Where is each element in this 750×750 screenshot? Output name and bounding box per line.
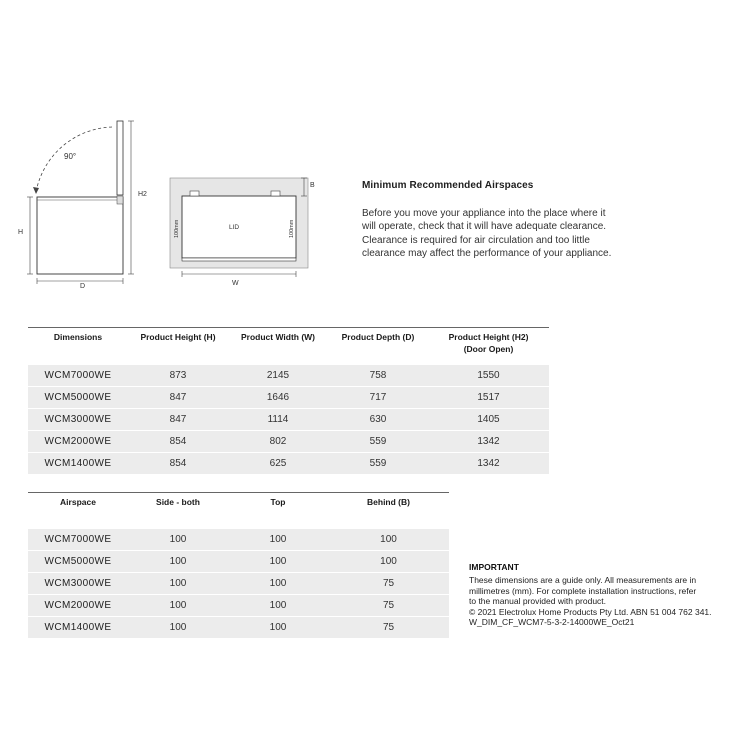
value-cell: 1342: [428, 453, 549, 475]
header-top: Top: [270, 497, 286, 507]
value-cell: 100: [228, 551, 328, 573]
depth-label: D: [80, 283, 86, 290]
airspace-body: Before you move your appliance into the place where it will operate, check that it will have adequate clearance. Clearance is required for air circulation and too little clearance may affect the performance of your appliance.: [362, 208, 612, 259]
value-cell: 1646: [228, 387, 328, 409]
value-cell: 559: [328, 431, 428, 453]
value-cell: 100: [128, 617, 228, 639]
table-row: [28, 529, 449, 551]
open-door-panel: [117, 121, 123, 195]
header-h2-line1: Product Height (H2): [448, 332, 529, 342]
side-left-label: 100mm: [174, 219, 180, 238]
header-h2-line2: (Door Open): [463, 344, 514, 354]
model-cell: WCM7000WE: [28, 529, 128, 551]
height2-label: H2: [138, 191, 147, 198]
value-cell: 802: [228, 431, 328, 453]
lid-label: LID: [229, 224, 240, 231]
value-cell: 1342: [428, 431, 549, 453]
header-airspace: Airspace: [60, 497, 96, 507]
dimensions-header-rule: [28, 327, 549, 328]
model-cell: WCM3000WE: [28, 573, 128, 595]
airspace-title: Minimum Recommended Airspaces: [362, 180, 534, 191]
model-cell: WCM1400WE: [28, 617, 128, 639]
table-row: [28, 453, 549, 475]
value-cell: 1550: [428, 365, 549, 387]
model-cell: WCM1400WE: [28, 453, 128, 475]
table-row: [28, 551, 449, 573]
header-behind: Behind (B): [367, 497, 410, 507]
value-cell: 75: [328, 595, 449, 617]
value-cell: 100: [128, 595, 228, 617]
value-cell: 100: [228, 595, 328, 617]
airspace-header-row: [28, 496, 449, 529]
side-view-diagram: [0, 0, 150, 300]
header-height-h2: [428, 331, 549, 365]
model-cell: WCM3000WE: [28, 409, 128, 431]
model-cell: WCM2000WE: [28, 595, 128, 617]
value-cell: 75: [328, 573, 449, 595]
behind-label: B: [310, 182, 315, 189]
model-cell: WCM7000WE: [28, 365, 128, 387]
value-cell: 625: [228, 453, 328, 475]
important-line: millimetres (mm). For complete installation instructions, refer: [469, 585, 697, 596]
model-cell: WCM2000WE: [28, 431, 128, 453]
value-cell: 100: [328, 529, 449, 551]
value-cell: 854: [128, 453, 228, 475]
appliance-body: [37, 197, 123, 274]
header-width: Product Width (W): [240, 332, 316, 342]
model-cell: WCM5000WE: [28, 551, 128, 573]
important-title: IMPORTANT: [469, 562, 519, 572]
value-cell: 758: [328, 365, 428, 387]
arc-arrow-head: [33, 187, 39, 194]
header-dimensions: Dimensions: [53, 332, 103, 342]
important-line: These dimensions are a guide only. All measurements are in: [469, 575, 697, 585]
document-code: W_DIM_CF_WCM7-5-3-2-14000WE_Oct21: [469, 617, 635, 627]
value-cell: 1114: [228, 409, 328, 431]
copyright-line: © 2021 Electrolux Home Products Pty Ltd. ABN 51 004 762 341.: [469, 606, 712, 617]
airspace-header-rule: [28, 492, 449, 493]
side-right-label: 100mm: [289, 219, 295, 238]
table-row: [28, 365, 549, 387]
header-height: Product Height (H): [140, 332, 216, 342]
dimensions-table: [28, 331, 549, 474]
value-cell: 100: [228, 529, 328, 551]
table-row: [28, 409, 549, 431]
value-cell: 847: [128, 409, 228, 431]
top-view-diagram: [160, 170, 320, 295]
value-cell: 100: [328, 551, 449, 573]
value-cell: 873: [128, 365, 228, 387]
value-cell: 1517: [428, 387, 549, 409]
table-row: [28, 431, 549, 453]
value-cell: 100: [228, 573, 328, 595]
header-side-both: Side - both: [156, 497, 200, 507]
airspace-table: [28, 496, 449, 638]
table-row: [28, 387, 549, 409]
value-cell: 1405: [428, 409, 549, 431]
table-row: [28, 595, 449, 617]
dimensions-header-row: [28, 331, 549, 365]
value-cell: 100: [128, 551, 228, 573]
value-cell: 100: [128, 573, 228, 595]
important-notice: [469, 575, 739, 628]
value-cell: 854: [128, 431, 228, 453]
value-cell: 100: [128, 529, 228, 551]
value-cell: 100: [228, 617, 328, 639]
value-cell: 75: [328, 617, 449, 639]
value-cell: 559: [328, 453, 428, 475]
value-cell: 630: [328, 409, 428, 431]
header-depth: Product Depth (D): [341, 332, 415, 342]
value-cell: 2145: [228, 365, 328, 387]
table-row: [28, 617, 449, 639]
height-label: H: [18, 229, 24, 236]
model-cell: WCM5000WE: [28, 387, 128, 409]
width-label: W: [232, 280, 239, 287]
table-row: [28, 573, 449, 595]
angle-label: 90°: [64, 152, 77, 161]
value-cell: 717: [328, 387, 428, 409]
value-cell: 847: [128, 387, 228, 409]
important-line: to the manual provided with product.: [469, 596, 607, 606]
